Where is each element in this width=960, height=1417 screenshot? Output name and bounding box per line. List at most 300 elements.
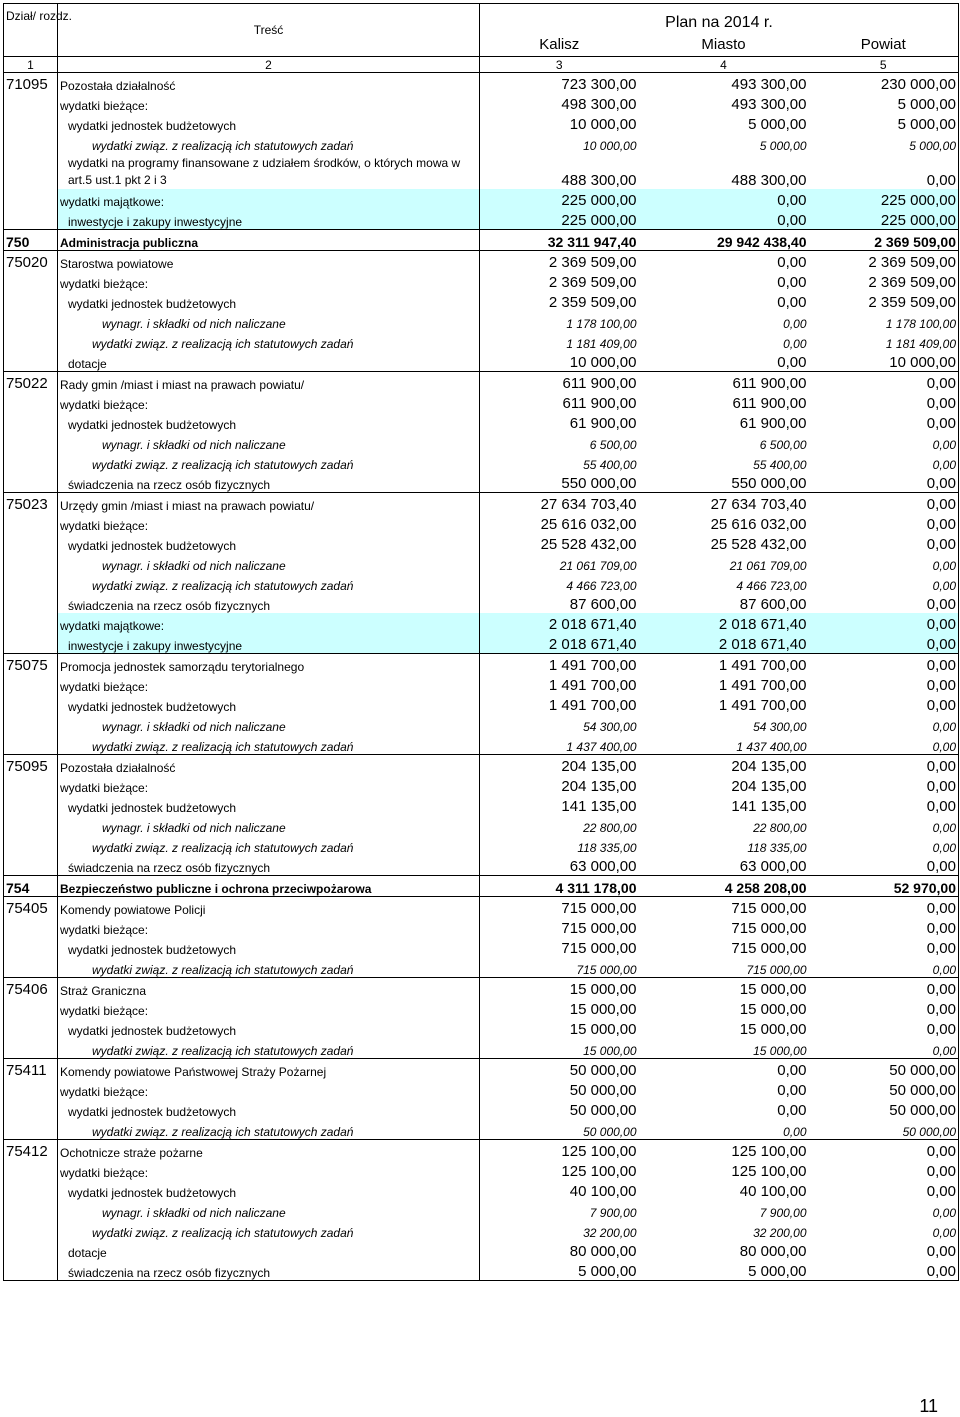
value-miasto: 125 100,00: [639, 1140, 809, 1161]
table-row: [4, 978, 959, 999]
row-code: 75075: [4, 654, 58, 675]
value-kalisz: 118 335,00: [480, 835, 639, 855]
value-powiat: 0,00: [809, 937, 959, 957]
value-kalisz: 32 311 947,40: [480, 230, 639, 251]
row-code: [4, 311, 58, 331]
row-code: [4, 351, 58, 372]
table-row: [4, 1200, 959, 1220]
table-row: [4, 1240, 959, 1260]
row-code: [4, 957, 58, 978]
value-powiat: 0,00: [809, 855, 959, 876]
row-code: [4, 998, 58, 1018]
value-powiat: 0,00: [809, 775, 959, 795]
value-kalisz: 32 200,00: [480, 1220, 639, 1240]
table-row: [4, 271, 959, 291]
value-miasto: 204 135,00: [639, 755, 809, 776]
row-description: wydatki jednostek budżetowych: [58, 1018, 480, 1038]
row-code: [4, 1180, 58, 1200]
value-miasto: 0,00: [777, 1082, 807, 1099]
row-description: świadczenia na rzecz osób fizycznych: [58, 593, 480, 613]
value-miasto: 15 000,00: [753, 1044, 807, 1058]
table-row: [4, 633, 959, 654]
value-kalisz: 498 300,00: [480, 93, 639, 113]
row-description: wynagr. i składki od nich naliczane: [58, 714, 480, 734]
row-code: [4, 1079, 58, 1099]
row-code: [4, 573, 58, 593]
value-kalisz: 1 491 700,00: [480, 654, 639, 675]
value-miasto: 4 258 208,00: [639, 876, 809, 897]
column-number: 4: [639, 57, 809, 73]
value-powiat: 10 000,00: [809, 351, 959, 372]
value-miasto: 1 491 700,00: [718, 677, 807, 694]
value-kalisz: 61 900,00: [480, 412, 639, 432]
header-description: Treść: [58, 4, 480, 57]
table-row: [4, 1079, 959, 1099]
value-kalisz: 50 000,00: [480, 1099, 639, 1119]
row-description: Urzędy gmin /miast i miast na prawach powiatu/: [58, 493, 480, 514]
row-code: 75412: [4, 1140, 58, 1161]
value-kalisz: 225 000,00: [480, 209, 639, 230]
row-code: 71095: [4, 73, 58, 94]
row-description: wydatki bieżące:: [58, 271, 480, 291]
value-powiat: 0,00: [809, 978, 959, 999]
table-row: [4, 1059, 959, 1080]
table-row: [4, 493, 959, 514]
value-kalisz: 6 500,00: [480, 432, 639, 452]
column-number: 2: [58, 57, 480, 73]
value-miasto: 63 000,00: [739, 858, 807, 875]
value-miasto: 40 100,00: [739, 1183, 807, 1200]
value-miasto: 0,00: [783, 1125, 807, 1139]
row-code: [4, 1018, 58, 1038]
value-miasto: 0,00: [777, 354, 807, 371]
value-miasto: 5 000,00: [639, 1260, 809, 1281]
value-miasto: 0,00: [639, 1059, 809, 1080]
column-number: 5: [809, 57, 959, 73]
row-description: wydatki związ. z realizacją ich statutowych zadań: [58, 734, 480, 755]
row-description: Straż Graniczna: [58, 978, 480, 999]
value-powiat: 50 000,00: [809, 1079, 959, 1099]
table-row: [4, 815, 959, 835]
value-miasto: 25 528 432,00: [710, 536, 807, 553]
value-miasto: 493 300,00: [639, 73, 809, 94]
value-miasto: 80 000,00: [739, 1243, 807, 1260]
row-description: wydatki bieżące:: [58, 93, 480, 113]
value-powiat: 0,00: [809, 674, 959, 694]
row-code: [4, 917, 58, 937]
row-description: wydatki jednostek budżetowych: [58, 694, 480, 714]
table-row: [4, 73, 959, 94]
value-kalisz: 1 491 700,00: [480, 694, 639, 714]
table-row: [4, 311, 959, 331]
value-miasto: 1 491 700,00: [639, 654, 809, 675]
table-row: [4, 897, 959, 918]
row-code: [4, 937, 58, 957]
value-powiat: 0,00: [809, 573, 959, 593]
value-miasto: 1 437 400,00: [736, 740, 807, 754]
row-code: 75023: [4, 493, 58, 514]
value-powiat: 0,00: [809, 372, 959, 393]
table-row: [4, 876, 959, 897]
value-kalisz: 715 000,00: [480, 937, 639, 957]
header-miasto: Miasto: [639, 32, 809, 57]
value-kalisz: 141 135,00: [480, 795, 639, 815]
row-code: [4, 392, 58, 412]
table-row: [4, 513, 959, 533]
value-kalisz: 225 000,00: [480, 189, 639, 209]
value-miasto: 54 300,00: [753, 720, 807, 734]
row-description: wydatki związ. z realizacją ich statutowych zadań: [58, 1038, 480, 1059]
value-kalisz: 87 600,00: [480, 593, 639, 613]
table-row: [4, 472, 959, 493]
table-row: [4, 432, 959, 452]
row-description: wydatki jednostek budżetowych: [58, 291, 480, 311]
row-code: [4, 209, 58, 230]
row-description: wynagr. i składki od nich naliczane: [58, 311, 480, 331]
value-kalisz: 55 400,00: [480, 452, 639, 472]
value-powiat: 0,00: [809, 613, 959, 633]
value-kalisz: 1 178 100,00: [480, 311, 639, 331]
table-row: [4, 372, 959, 393]
row-code: [4, 1160, 58, 1180]
value-powiat: 0,00: [809, 1038, 959, 1059]
value-powiat: 225 000,00: [809, 209, 959, 230]
value-powiat: 0,00: [809, 633, 959, 654]
column-number: 1: [4, 57, 58, 73]
row-description: wydatki jednostek budżetowych: [58, 1180, 480, 1200]
table-row: [4, 917, 959, 937]
table-row: [4, 209, 959, 230]
value-kalisz: 723 300,00: [480, 73, 639, 94]
row-code: [4, 291, 58, 311]
value-miasto: 0,00: [639, 251, 809, 272]
row-code: [4, 153, 58, 189]
row-code: [4, 815, 58, 835]
value-kalisz: 1 181 409,00: [480, 331, 639, 351]
row-description: wydatki na programy finansowane z udziałem środków, o których mowa w art.5 ust.1 pkt 2 i 3: [58, 153, 480, 189]
row-code: [4, 734, 58, 755]
value-powiat: 1 181 409,00: [809, 331, 959, 351]
value-kalisz: 204 135,00: [480, 775, 639, 795]
value-powiat: 0,00: [809, 815, 959, 835]
row-description: wynagr. i składki od nich naliczane: [58, 553, 480, 573]
value-miasto: 21 061 709,00: [729, 559, 807, 573]
value-kalisz: 63 000,00: [480, 855, 639, 876]
value-kalisz: 4 311 178,00: [480, 876, 639, 897]
row-code: [4, 432, 58, 452]
value-miasto: 141 135,00: [731, 798, 807, 815]
value-kalisz: 1 437 400,00: [480, 734, 639, 755]
table-row: [4, 795, 959, 815]
row-description: wydatki jednostek budżetowych: [58, 113, 480, 133]
value-kalisz: 1 491 700,00: [480, 674, 639, 694]
row-code: [4, 1260, 58, 1281]
table-row: [4, 714, 959, 734]
value-powiat: 0,00: [809, 917, 959, 937]
row-description: wydatki bieżące:: [58, 775, 480, 795]
row-description: wydatki związ. z realizacją ich statutowych zadań: [58, 835, 480, 855]
value-miasto: 715 000,00: [731, 940, 807, 957]
value-kalisz: 2 018 671,40: [480, 633, 639, 654]
value-kalisz: 15 000,00: [480, 978, 639, 999]
table-row: [4, 230, 959, 251]
row-description: wydatki bieżące:: [58, 674, 480, 694]
table-row: [4, 153, 959, 189]
row-code: 75022: [4, 372, 58, 393]
row-description: wynagr. i składki od nich naliczane: [58, 1200, 480, 1220]
row-code: [4, 452, 58, 472]
value-kalisz: 4 466 723,00: [480, 573, 639, 593]
value-powiat: 0,00: [809, 392, 959, 412]
table-row: [4, 93, 959, 113]
row-code: [4, 855, 58, 876]
table-body: [4, 73, 959, 1281]
table-row: [4, 133, 959, 153]
row-description: wydatki majątkowe:: [58, 189, 480, 209]
row-code: [4, 593, 58, 613]
row-code: [4, 412, 58, 432]
value-miasto: 5 000,00: [748, 116, 807, 133]
value-powiat: 0,00: [809, 1160, 959, 1180]
value-powiat: 0,00: [809, 714, 959, 734]
table-row: [4, 351, 959, 372]
value-powiat: 50 000,00: [809, 1059, 959, 1080]
table-row: [4, 1220, 959, 1240]
row-description: wydatki związ. z realizacją ich statutowych zadań: [58, 573, 480, 593]
table-row: [4, 573, 959, 593]
value-kalisz: 50 000,00: [480, 1059, 639, 1080]
value-powiat: 230 000,00: [809, 73, 959, 94]
row-code: [4, 1220, 58, 1240]
table-row: [4, 1099, 959, 1119]
table-row: [4, 331, 959, 351]
value-kalisz: 21 061 709,00: [480, 553, 639, 573]
value-powiat: 0,00: [809, 1140, 959, 1161]
table-row: [4, 613, 959, 633]
row-description: wydatki jednostek budżetowych: [58, 412, 480, 432]
row-code: [4, 775, 58, 795]
value-powiat: 0,00: [809, 1200, 959, 1220]
value-kalisz: 611 900,00: [480, 372, 639, 393]
table-row: [4, 1119, 959, 1140]
value-miasto: 15 000,00: [639, 978, 809, 999]
value-miasto: 715 000,00: [639, 897, 809, 918]
row-code: [4, 1240, 58, 1260]
table-row: [4, 1260, 959, 1281]
value-powiat: 1 178 100,00: [809, 311, 959, 331]
page-number: 11: [919, 1396, 938, 1416]
value-kalisz: 2 369 509,00: [480, 251, 639, 272]
table-row: [4, 957, 959, 978]
row-description: wydatki jednostek budżetowych: [58, 937, 480, 957]
table-row: [4, 189, 959, 209]
value-kalisz: 611 900,00: [480, 392, 639, 412]
row-description: wydatki związ. z realizacją ich statutowych zadań: [58, 957, 480, 978]
row-description: wydatki związ. z realizacją ich statutowych zadań: [58, 1119, 480, 1140]
row-description: Pozostała działalność: [58, 755, 480, 776]
value-powiat: 0,00: [809, 472, 959, 493]
value-powiat: 0,00: [809, 998, 959, 1018]
value-powiat: 5 000,00: [809, 133, 959, 153]
row-code: [4, 613, 58, 633]
table-row: [4, 674, 959, 694]
table-row: [4, 593, 959, 613]
value-kalisz: 488 300,00: [480, 153, 639, 189]
value-powiat: 0,00: [809, 694, 959, 714]
table-row: [4, 412, 959, 432]
value-kalisz: 715 000,00: [480, 957, 639, 978]
value-kalisz: 7 900,00: [480, 1200, 639, 1220]
table-row: [4, 694, 959, 714]
table-row: [4, 1180, 959, 1200]
row-code: 750: [4, 230, 58, 251]
value-powiat: 5 000,00: [809, 113, 959, 133]
table-row: [4, 734, 959, 755]
row-description: wydatki związ. z realizacją ich statutowych zadań: [58, 331, 480, 351]
value-kalisz: 80 000,00: [480, 1240, 639, 1260]
value-miasto: 125 100,00: [731, 1163, 807, 1180]
value-powiat: 0,00: [809, 493, 959, 514]
value-miasto: 5 000,00: [759, 139, 807, 153]
value-miasto: 0,00: [777, 1102, 807, 1119]
row-code: [4, 133, 58, 153]
value-miasto: 1 491 700,00: [718, 697, 807, 714]
table-row: [4, 755, 959, 776]
table-row: [4, 251, 959, 272]
row-description: wydatki bieżące:: [58, 513, 480, 533]
value-powiat: 2 369 509,00: [809, 271, 959, 291]
value-miasto: 0,00: [783, 337, 807, 351]
value-miasto: 22 800,00: [753, 821, 807, 835]
row-description: wydatki jednostek budżetowych: [58, 1099, 480, 1119]
value-powiat: 0,00: [809, 835, 959, 855]
row-code: [4, 1038, 58, 1059]
table-row: [4, 775, 959, 795]
value-kalisz: 204 135,00: [480, 755, 639, 776]
row-code: 75405: [4, 897, 58, 918]
row-code: [4, 189, 58, 209]
value-kalisz: 10 000,00: [480, 133, 639, 153]
value-miasto: 493 300,00: [731, 96, 807, 113]
value-powiat: 0,00: [809, 795, 959, 815]
value-miasto: 55 400,00: [753, 458, 807, 472]
value-kalisz: 2 369 509,00: [480, 271, 639, 291]
table-row: [4, 392, 959, 412]
value-kalisz: 550 000,00: [480, 472, 639, 493]
row-description: inwestycje i zakupy inwestycyjne: [58, 209, 480, 230]
value-kalisz: 5 000,00: [480, 1260, 639, 1281]
value-powiat: 0,00: [809, 153, 959, 189]
value-miasto: 488 300,00: [731, 172, 807, 189]
row-description: wydatki bieżące:: [58, 917, 480, 937]
table-row: [4, 998, 959, 1018]
value-miasto: 32 200,00: [753, 1226, 807, 1240]
table-row: [4, 291, 959, 311]
value-powiat: 0,00: [809, 553, 959, 573]
row-description: Komendy powiatowe Policji: [58, 897, 480, 918]
value-powiat: 0,00: [809, 1220, 959, 1240]
row-description: wydatki bieżące:: [58, 998, 480, 1018]
row-code: 75411: [4, 1059, 58, 1080]
value-miasto: 611 900,00: [732, 395, 807, 412]
row-description: Ochotnicze straże pożarne: [58, 1140, 480, 1161]
value-miasto: 15 000,00: [739, 1021, 807, 1038]
table-row: [4, 835, 959, 855]
value-miasto: 15 000,00: [739, 1001, 807, 1018]
row-code: [4, 1099, 58, 1119]
value-powiat: 0,00: [809, 1180, 959, 1200]
row-code: [4, 513, 58, 533]
table-header: [4, 4, 959, 73]
value-powiat: 0,00: [809, 1018, 959, 1038]
row-description: świadczenia na rzecz osób fizycznych: [58, 472, 480, 493]
table-row: [4, 937, 959, 957]
value-miasto: 87 600,00: [739, 596, 807, 613]
row-description: wydatki związ. z realizacją ich statutowych zadań: [58, 133, 480, 153]
column-number: 3: [480, 57, 639, 73]
row-description: wynagr. i składki od nich naliczane: [58, 432, 480, 452]
value-miasto: 2 018 671,40: [639, 613, 809, 633]
row-description: Rady gmin /miast i miast na prawach powiatu/: [58, 372, 480, 393]
row-description: wydatki bieżące:: [58, 392, 480, 412]
value-miasto: 6 500,00: [759, 438, 807, 452]
row-description: Starostwa powiatowe: [58, 251, 480, 272]
row-description: dotacje: [58, 1240, 480, 1260]
value-miasto: 0,00: [639, 209, 809, 230]
row-code: 75095: [4, 755, 58, 776]
value-kalisz: 54 300,00: [480, 714, 639, 734]
value-powiat: 50 000,00: [809, 1099, 959, 1119]
row-description: świadczenia na rzecz osób fizycznych: [58, 855, 480, 876]
value-kalisz: 25 616 032,00: [480, 513, 639, 533]
row-description: wydatki bieżące:: [58, 1079, 480, 1099]
value-miasto: 27 634 703,40: [639, 493, 809, 514]
value-kalisz: 10 000,00: [480, 113, 639, 133]
row-description: Administracja publiczna: [58, 230, 480, 251]
row-code: [4, 113, 58, 133]
value-kalisz: 715 000,00: [480, 897, 639, 918]
value-kalisz: 50 000,00: [480, 1079, 639, 1099]
value-powiat: 0,00: [809, 1260, 959, 1281]
header-code: Dział/ rozdz.: [4, 4, 58, 57]
row-description: wydatki jednostek budżetowych: [58, 795, 480, 815]
value-miasto: 29 942 438,40: [639, 230, 809, 251]
value-kalisz: 27 634 703,40: [480, 493, 639, 514]
row-description: inwestycje i zakupy inwestycyjne: [58, 633, 480, 654]
value-powiat: 5 000,00: [809, 93, 959, 113]
row-description: wydatki majątkowe:: [58, 613, 480, 633]
value-powiat: 0,00: [809, 734, 959, 755]
table-row: [4, 1160, 959, 1180]
row-code: [4, 694, 58, 714]
row-description: Promocja jednostek samorządu terytorialnego: [58, 654, 480, 675]
budget-table: [3, 3, 959, 1281]
row-code: [4, 472, 58, 493]
value-kalisz: 715 000,00: [480, 917, 639, 937]
value-powiat: 225 000,00: [809, 189, 959, 209]
value-powiat: 0,00: [809, 957, 959, 978]
value-kalisz: 15 000,00: [480, 1018, 639, 1038]
table-row: [4, 855, 959, 876]
value-miasto: 204 135,00: [731, 778, 807, 795]
row-description: Bezpieczeństwo publiczne i ochrona przeciwpożarowa: [58, 876, 480, 897]
value-miasto: 2 018 671,40: [639, 633, 809, 654]
row-code: [4, 1119, 58, 1140]
row-description: wydatki jednostek budżetowych: [58, 533, 480, 553]
table-row: [4, 553, 959, 573]
value-powiat: 0,00: [809, 654, 959, 675]
row-code: [4, 533, 58, 553]
